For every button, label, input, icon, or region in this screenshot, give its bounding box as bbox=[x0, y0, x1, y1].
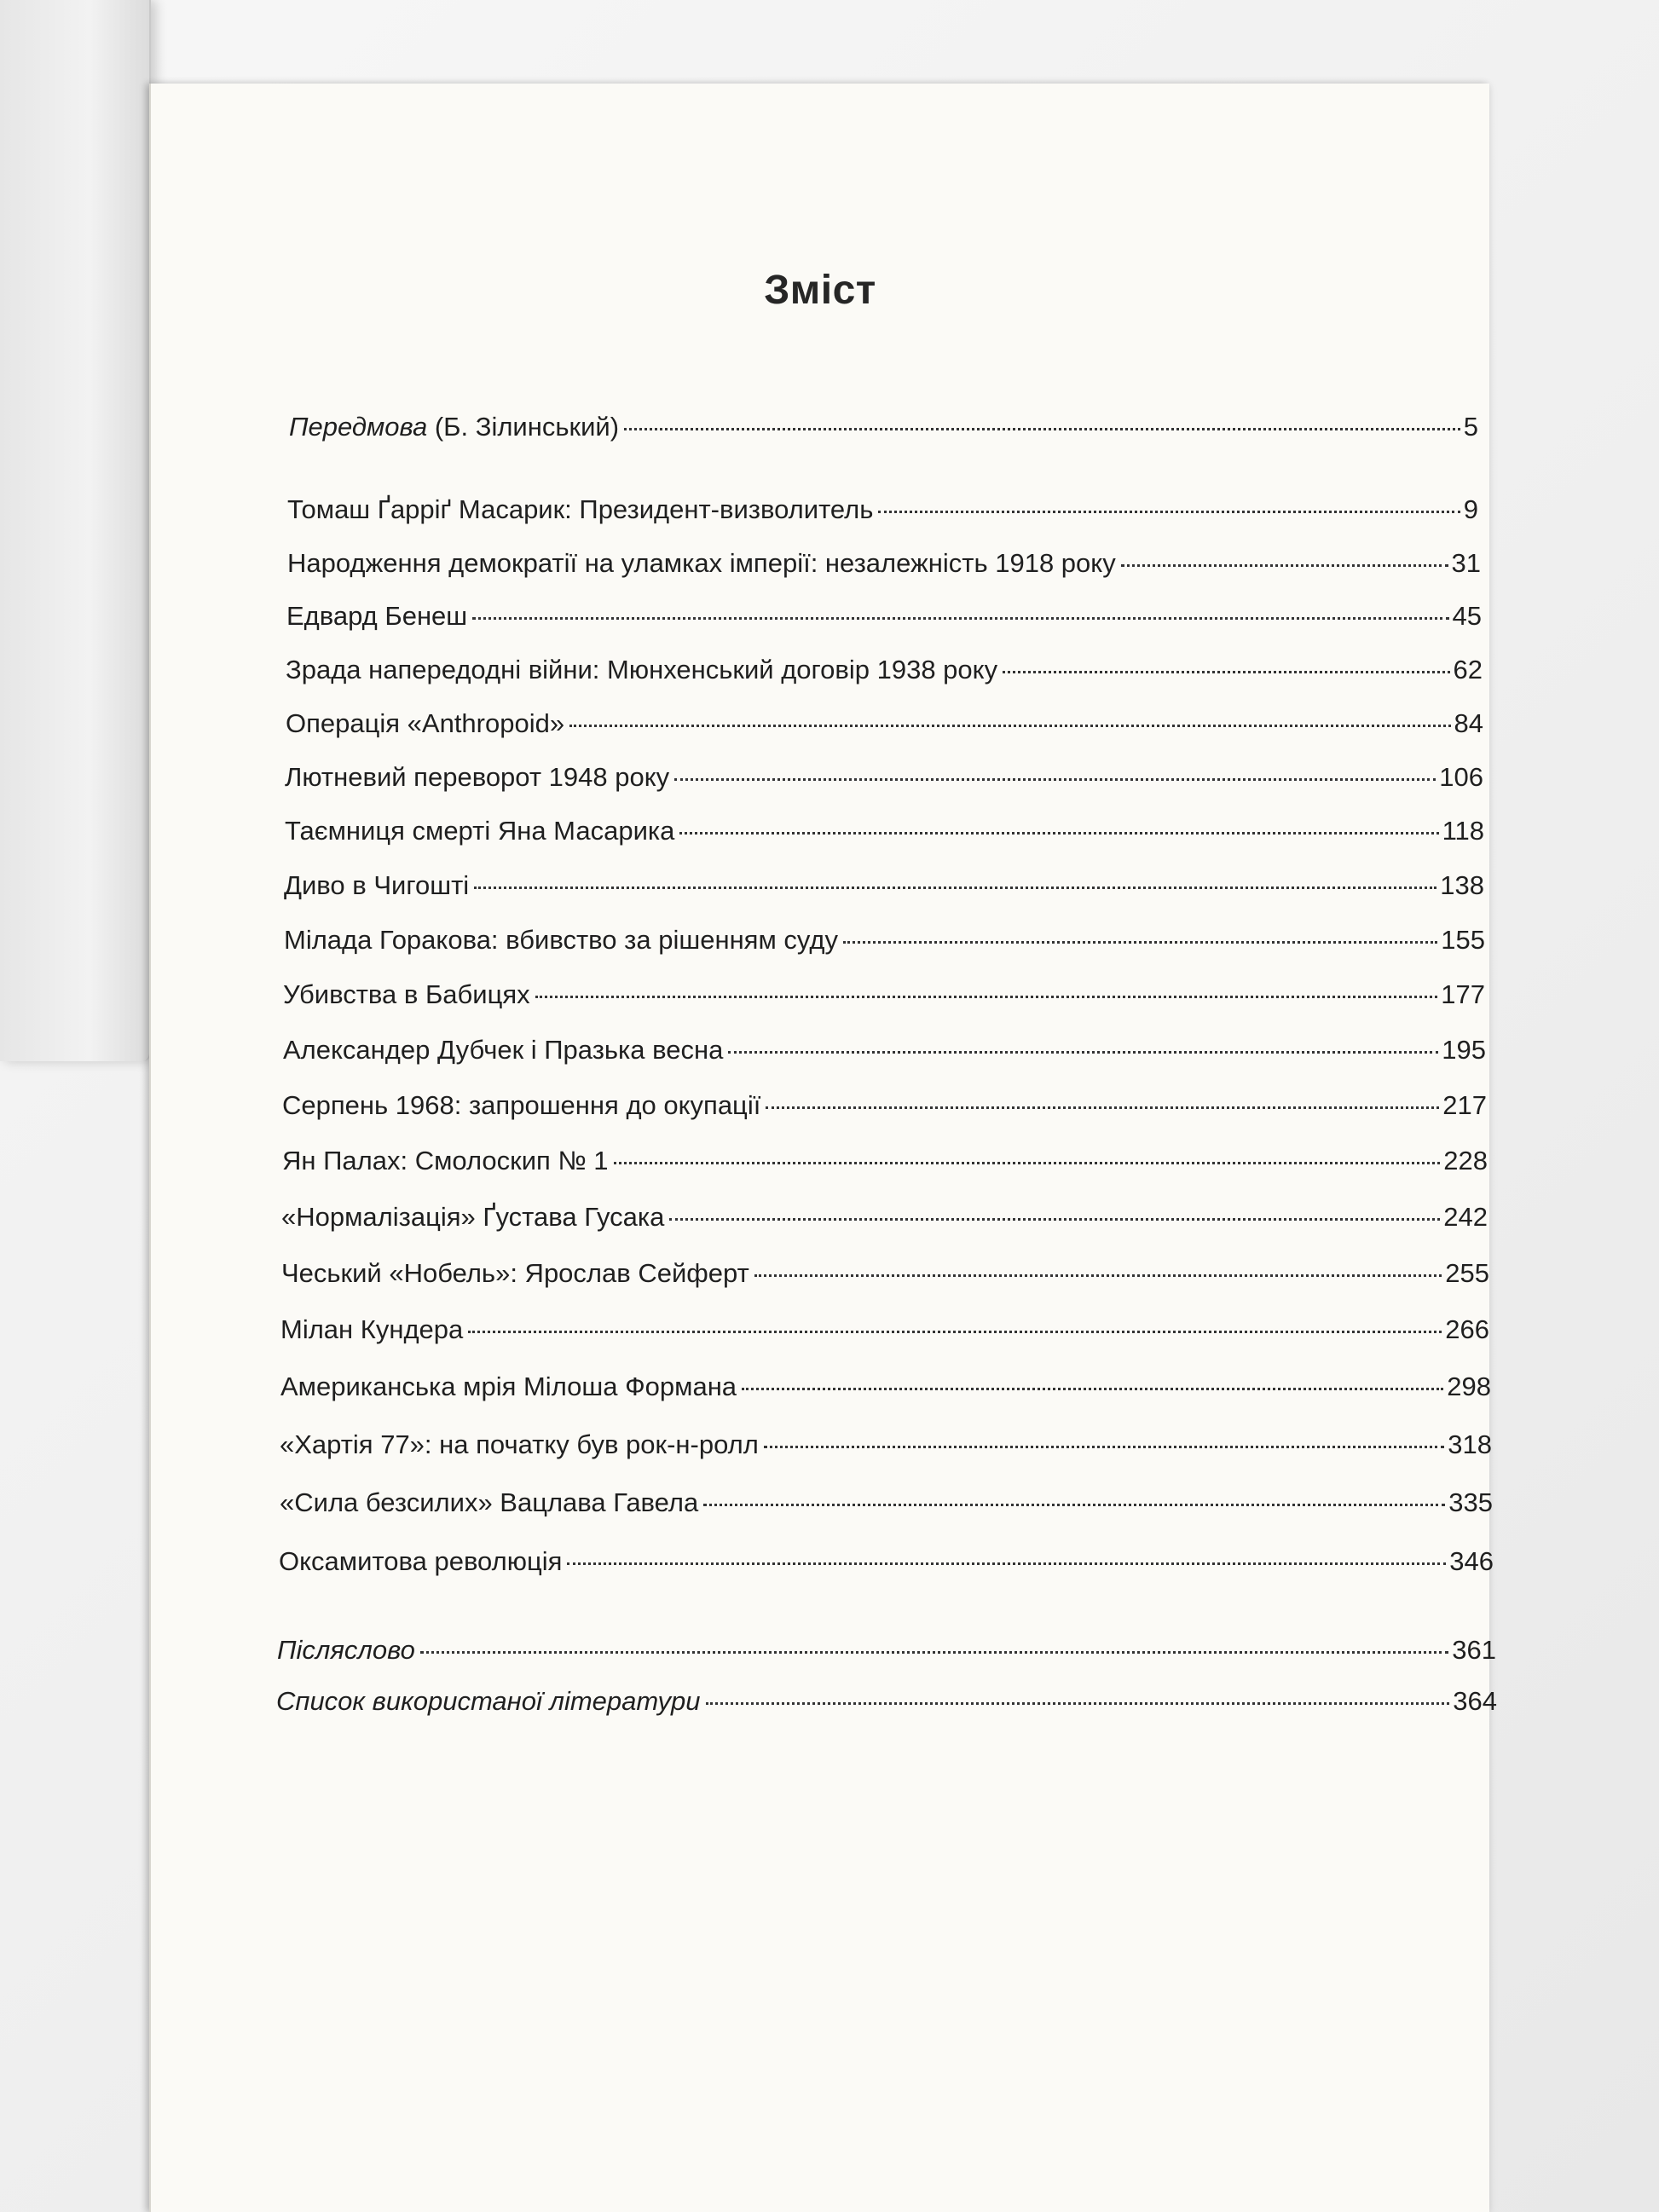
toc-page-number: 298 bbox=[1447, 1372, 1491, 1401]
toc-entry-label: Диво в Чигошті bbox=[284, 870, 470, 900]
dot-leader bbox=[569, 725, 1450, 727]
toc-entry bbox=[285, 762, 1483, 793]
toc-page-number: 242 bbox=[1443, 1202, 1488, 1232]
toc-entry bbox=[280, 1372, 1491, 1402]
dot-leader bbox=[843, 941, 1437, 944]
toc-entry bbox=[281, 1202, 1488, 1233]
toc-entry-label: Мілан Кундера bbox=[280, 1314, 464, 1344]
toc-entry-label: Убивства в Бабицях bbox=[283, 979, 530, 1009]
toc-entry bbox=[282, 1146, 1488, 1176]
dot-leader bbox=[420, 1651, 1448, 1654]
toc-entry-label: Томаш Ґарріґ Масарик: Президент-визволитель bbox=[287, 494, 874, 524]
toc-entry bbox=[286, 655, 1483, 685]
toc-page-number: 177 bbox=[1441, 979, 1485, 1009]
toc-page-number: 255 bbox=[1445, 1258, 1489, 1288]
dot-leader bbox=[567, 1562, 1446, 1565]
preface-title: Передмова bbox=[289, 412, 428, 442]
toc-entry-label: Чеський «Нобель»: Ярослав Сейферт bbox=[281, 1258, 749, 1288]
toc-entry bbox=[284, 925, 1485, 956]
toc-page-number: 31 bbox=[1451, 548, 1481, 578]
toc-page-number: 118 bbox=[1442, 816, 1484, 846]
page-title: Зміст bbox=[764, 268, 876, 313]
toc-page-number: 62 bbox=[1453, 655, 1483, 684]
preface-author: (Б. Зілинський) bbox=[434, 412, 620, 442]
dot-leader bbox=[878, 511, 1460, 513]
toc-entry bbox=[282, 1090, 1487, 1121]
toc-entry-preface bbox=[289, 412, 1478, 442]
book-page bbox=[149, 84, 1497, 2212]
toc-page-number: 266 bbox=[1445, 1314, 1489, 1344]
dot-leader bbox=[674, 778, 1436, 781]
dot-leader bbox=[679, 832, 1438, 835]
toc-page-number: 335 bbox=[1448, 1487, 1493, 1517]
dot-leader bbox=[764, 1446, 1444, 1448]
toc-entry-label: Лютневий переворот 1948 року bbox=[285, 762, 670, 792]
dot-leader bbox=[703, 1504, 1445, 1506]
toc-entry bbox=[280, 1429, 1492, 1460]
toc-page-number: 84 bbox=[1454, 708, 1483, 738]
dot-leader bbox=[468, 1331, 1442, 1333]
toc-entry-afterword bbox=[277, 1635, 1496, 1666]
dot-leader bbox=[472, 617, 1448, 620]
toc-entry-label: Список використаної літератури bbox=[276, 1686, 701, 1716]
toc-entry bbox=[281, 1258, 1489, 1289]
dot-leader bbox=[614, 1162, 1441, 1164]
toc-page-number: 5 bbox=[1463, 412, 1478, 442]
toc-entry bbox=[280, 1314, 1489, 1345]
toc-page-number: 364 bbox=[1453, 1686, 1497, 1716]
toc-page-number: 318 bbox=[1448, 1429, 1492, 1459]
dot-leader bbox=[706, 1702, 1450, 1705]
toc-entry bbox=[287, 494, 1478, 525]
toc-page-number: 346 bbox=[1449, 1546, 1494, 1576]
toc-entry-label: Едвард Бенеш bbox=[286, 601, 468, 631]
toc-entry-label: «Нормалізація» Ґустава Гусака bbox=[281, 1202, 665, 1232]
dot-leader bbox=[754, 1274, 1442, 1277]
toc-entry-label: Післяслово bbox=[277, 1635, 415, 1665]
toc-entry-label: Ян Палах: Смолоскип № 1 bbox=[282, 1146, 609, 1175]
dot-leader bbox=[728, 1051, 1438, 1054]
toc-page-number: 228 bbox=[1443, 1146, 1488, 1175]
dot-leader bbox=[1003, 671, 1449, 673]
book-cover-edge bbox=[0, 0, 151, 1061]
toc-entry-bibliography bbox=[276, 1686, 1497, 1717]
toc-page-number: 45 bbox=[1452, 601, 1482, 631]
toc-entry bbox=[287, 548, 1481, 579]
toc-entry-label: «Сила безсилих» Вацлава Гавела bbox=[280, 1487, 699, 1517]
toc-page-number: 195 bbox=[1442, 1035, 1486, 1065]
dot-leader bbox=[624, 428, 1460, 430]
toc-page-number: 361 bbox=[1452, 1635, 1496, 1665]
toc-entry bbox=[283, 1035, 1486, 1066]
toc-entry bbox=[284, 870, 1484, 901]
dot-leader bbox=[474, 887, 1436, 889]
toc-entry-label: Серпень 1968: запрошення до окупації bbox=[282, 1090, 761, 1120]
toc-entry bbox=[286, 601, 1482, 632]
toc-entry bbox=[285, 816, 1484, 846]
toc-page-number: 9 bbox=[1463, 494, 1478, 524]
toc-page-number: 106 bbox=[1439, 762, 1483, 792]
toc-entry-label: Американська мрія Мілоша Формана bbox=[280, 1372, 737, 1401]
dot-leader bbox=[1121, 564, 1448, 567]
dot-leader bbox=[766, 1106, 1439, 1109]
toc-entry bbox=[283, 979, 1485, 1010]
toc-entry bbox=[280, 1487, 1493, 1518]
toc-entry-label: «Хартія 77»: на початку був рок-н-ролл bbox=[280, 1429, 759, 1459]
dot-leader bbox=[742, 1388, 1443, 1390]
toc-entry-label: Зрада напередодні війни: Мюнхенський договір 1938 року bbox=[286, 655, 998, 684]
toc-entry-label: Народження демократії на уламках імперії: незалежність 1918 року bbox=[287, 548, 1116, 578]
toc-entry-label bbox=[289, 412, 619, 442]
toc-entry-label: Операція «Anthropoid» bbox=[286, 708, 565, 738]
toc-entry bbox=[286, 708, 1483, 739]
toc-page-number: 155 bbox=[1441, 925, 1485, 955]
toc-page-number: 138 bbox=[1440, 870, 1484, 900]
dot-leader bbox=[535, 996, 1438, 998]
toc-page-number: 217 bbox=[1442, 1090, 1487, 1120]
dot-leader bbox=[669, 1218, 1440, 1221]
toc-entry-label: Оксамитова революція bbox=[279, 1546, 563, 1576]
toc-entry-label: Мілада Горакова: вбивство за рішенням суду bbox=[284, 925, 838, 955]
toc-entry-label: Александер Дубчек і Празька весна bbox=[283, 1035, 724, 1065]
toc-entry bbox=[279, 1546, 1494, 1577]
toc-entry-label: Таємниця смерті Яна Масарика bbox=[285, 816, 675, 846]
